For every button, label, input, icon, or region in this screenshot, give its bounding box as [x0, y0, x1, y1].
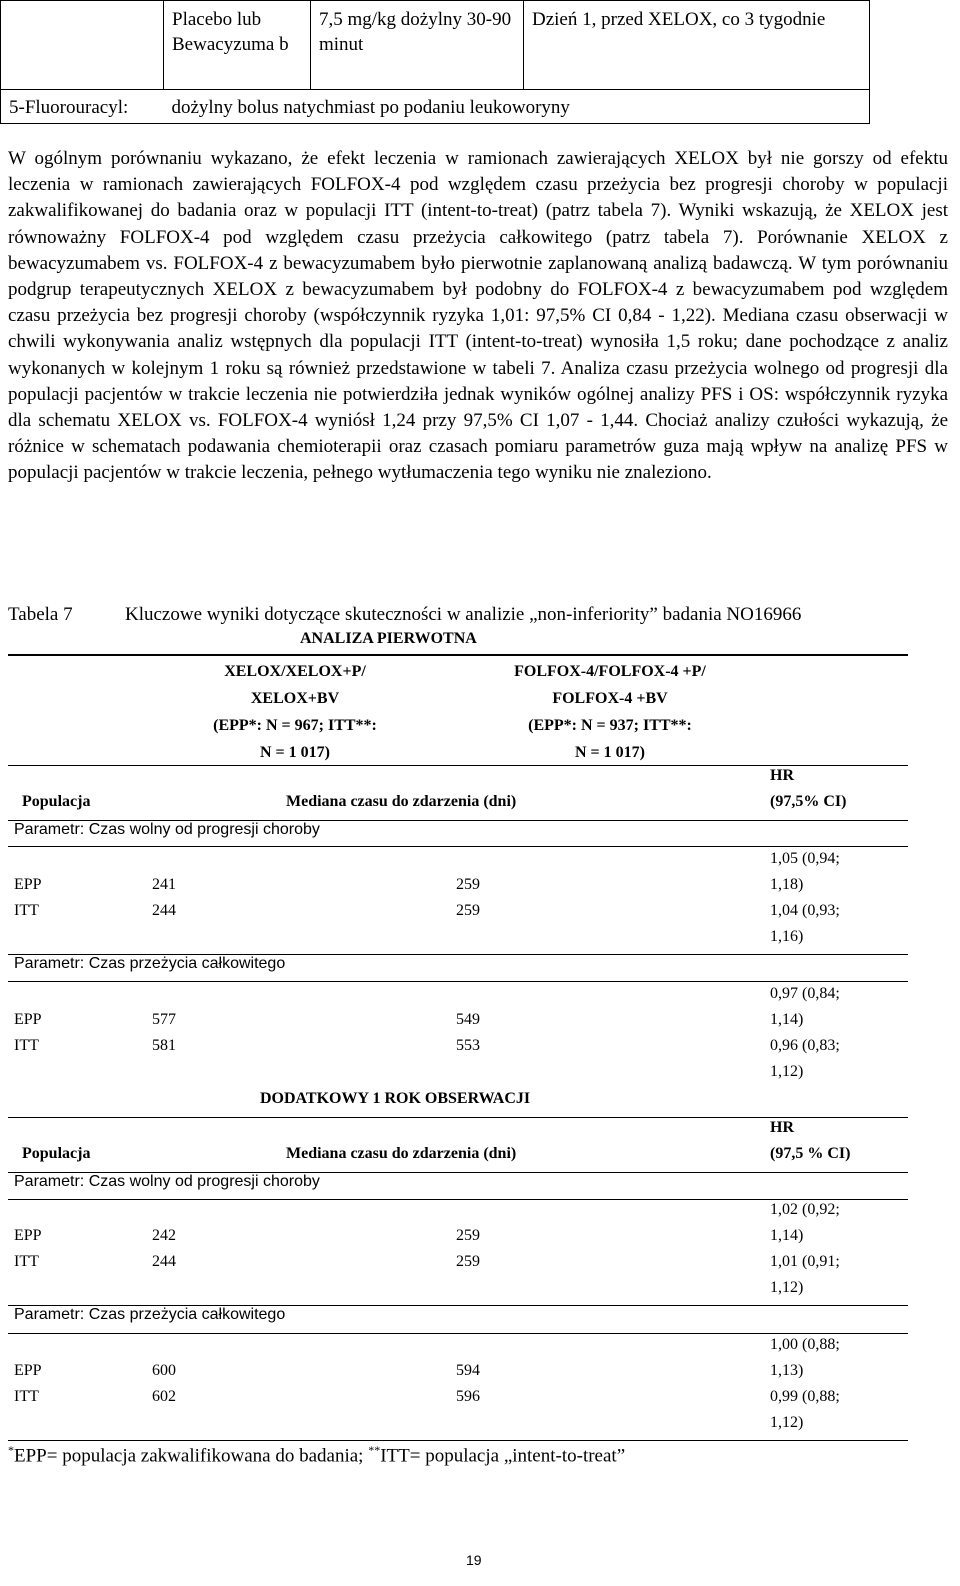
hr-value: 1,14) [770, 1011, 804, 1028]
hr-header-line1: HR [770, 767, 794, 784]
footnote-marker: ** [368, 1443, 381, 1457]
hr-value: 0,96 (0,83; [770, 1037, 840, 1054]
hr-value: 1,13) [770, 1362, 804, 1379]
population-header: Populacja [22, 1145, 91, 1162]
arm-folfox-header [460, 658, 760, 766]
param-os-label: Parametr: Czas przeżycia całkowitego [14, 1306, 286, 1323]
row-xelox-value: 242 [152, 1227, 176, 1244]
hr-value: 1,01 (0,91; [770, 1253, 840, 1270]
divider [8, 1199, 908, 1200]
divider [8, 1440, 908, 1441]
fluorouracil-row [1, 90, 870, 124]
hr-value: 1,14) [770, 1227, 804, 1244]
hr-value: 1,12) [770, 1414, 804, 1431]
hr-value: 0,97 (0,84; [770, 985, 840, 1002]
arm-folfox-line: FOLFOX-4/FOLFOX-4 +P/ [514, 663, 706, 680]
divider [8, 1333, 908, 1334]
divider [8, 654, 908, 656]
population-header: Populacja [22, 793, 91, 810]
param-pfs-label: Parametr: Czas wolny od progresji choroby [14, 821, 320, 838]
regimen-cell-schedule: Dzień 1, przed XELOX, co 3 tygodnie [524, 1, 870, 90]
row-xelox-value: 244 [152, 902, 176, 919]
arm-xelox-line: (EPP*: N = 967; ITT**: [213, 717, 377, 734]
row-xelox-value: 244 [152, 1253, 176, 1270]
arm-xelox-line: N = 1 017) [260, 744, 330, 761]
divider [8, 1117, 908, 1118]
divider [8, 981, 908, 982]
row-population: ITT [14, 1388, 39, 1405]
table-label: Tabela 7 [8, 604, 73, 625]
row-population: ITT [14, 902, 39, 919]
divider [8, 765, 908, 766]
arm-folfox-line: N = 1 017) [575, 744, 645, 761]
table-footnote [8, 1443, 625, 1467]
regimen-row [1, 1, 870, 90]
arm-folfox-line: FOLFOX-4 +BV [552, 690, 668, 707]
regimen-cell-drug: Placebo lub Bewacyzuma b [164, 1, 311, 90]
row-population: EPP [14, 876, 42, 893]
hr-value: 0,99 (0,88; [770, 1388, 840, 1405]
row-folfox-value: 259 [456, 876, 480, 893]
row-folfox-value: 549 [456, 1011, 480, 1028]
additional-analysis-header: DODATKOWY 1 ROK OBSERWACJI [260, 1090, 531, 1107]
footnote-text: ITT= populacja „intent-to-treat” [380, 1445, 626, 1467]
row-population: EPP [14, 1227, 42, 1244]
param-pfs-label: Parametr: Czas wolny od progresji choroby [14, 1173, 320, 1190]
table-title: Kluczowe wyniki dotyczące skuteczności w analizie „non-inferiority” badania NO16966 [125, 604, 802, 625]
regimen-cell-dose: 7,5 mg/kg dożylny 30-90 minut [311, 1, 524, 90]
primary-analysis-header: ANALIZA PIERWOTNA [300, 630, 477, 647]
fluorouracil-label: 5-Fluorouracyl: [1, 90, 164, 124]
arm-xelox-line: XELOX/XELOX+P/ [224, 663, 366, 680]
median-header: Mediana czasu do zdarzenia (dni) [286, 793, 517, 810]
page-number: 19 [466, 1552, 482, 1568]
hr-value: 1,05 (0,94; [770, 850, 840, 867]
param-os-label: Parametr: Czas przeżycia całkowitego [14, 955, 286, 972]
row-population: EPP [14, 1362, 42, 1379]
results-paragraph: W ogólnym porównaniu wykazano, że efekt leczenia w ramionach zawierających XELOX był nie gorszy od efektu leczenia w ramionach zawierających FOLFOX-4 pod względem czasu przeżycia bez progresji choroby w populacji zakwalifikowanej do badania oraz w populacji ITT (intent-to-treat) (patrz tabela 7). Wyniki wskazują, że XELOX jest równoważny FOLFOX-4 pod względem czasu przeżycia całkowitego (patrz tabela 7). Porównanie XELOX z bewacyzumabem vs. FOLFOX-4 z bewacyzumabem było pierwotnie zaplanowaną analizą badawczą. W tym porównaniu podgrup terapeutycznych XELOX z bewacyzumabem był podobny do FOLFOX-4 z bewacyzumabem pod względem czasu przeżycia bez progresji choroby (współczynnik ryzyka 1,01: 97,5% CI 0,84 - 1,22). Mediana czasu obserwacji w chwili wykonywania analiz wstępnych dla populacji ITT (intent-to-treat) wynosiła 1,5 roku; dane pochodzące z analiz wykonanych w kolejnym 1 roku są również przedstawione w tabeli 7. Analiza czasu przeżycia wolnego od progresji dla populacji pacjentów w trakcie leczenia nie potwierdziła jednak wyników ogólnej analizy PFS i OS: współczynnik ryzyka dla schematu XELOX vs. FOLFOX-4 wyniósł 1,24 przy 97,5% CI 1,07 - 1,44. Chociaż analizy czułości wykazują, że różnice w schematach podawania chemioterapii oraz czasach pomiaru parametrów guza mają wpływ na analizę PFS w populacji pacjentów w trakcie leczenia, pełnego wytłumaczenia tego wyniku nie znaleziono. [8, 148, 948, 484]
divider [8, 846, 908, 847]
regimen-cell-empty [1, 1, 164, 90]
median-header: Mediana czasu do zdarzenia (dni) [286, 1145, 517, 1162]
row-xelox-value: 581 [152, 1037, 176, 1054]
arm-folfox-line: (EPP*: N = 937; ITT**: [528, 717, 692, 734]
hr-value: 1,02 (0,92; [770, 1201, 840, 1218]
row-xelox-value: 600 [152, 1362, 176, 1379]
hr-value: 1,12) [770, 1279, 804, 1296]
footnote-text: EPP= populacja zakwalifikowana do badania; [14, 1445, 369, 1467]
fluorouracil-value: dożylny bolus natychmiast po podaniu leukoworyny [164, 90, 870, 124]
row-xelox-value: 602 [152, 1388, 176, 1405]
hr-value: 1,16) [770, 928, 804, 945]
row-folfox-value: 259 [456, 1227, 480, 1244]
row-population: ITT [14, 1253, 39, 1270]
row-folfox-value: 259 [456, 902, 480, 919]
regimen-table [0, 0, 870, 124]
arm-xelox-header [150, 658, 440, 766]
hr-value: 1,12) [770, 1063, 804, 1080]
row-xelox-value: 241 [152, 876, 176, 893]
hr-header-line1: HR [770, 1119, 794, 1136]
row-folfox-value: 596 [456, 1388, 480, 1405]
hr-header-line2: (97,5 % CI) [770, 1145, 851, 1162]
hr-value: 1,00 (0,88; [770, 1336, 840, 1353]
footnote-marker: * [8, 1443, 14, 1457]
hr-value: 1,18) [770, 876, 804, 893]
arm-xelox-line: XELOX+BV [250, 690, 340, 707]
row-folfox-value: 259 [456, 1253, 480, 1270]
hr-value: 1,04 (0,93; [770, 902, 840, 919]
row-folfox-value: 553 [456, 1037, 480, 1054]
row-population: ITT [14, 1037, 39, 1054]
row-folfox-value: 594 [456, 1362, 480, 1379]
row-population: EPP [14, 1011, 42, 1028]
hr-header-line2: (97,5% CI) [770, 793, 847, 810]
row-xelox-value: 577 [152, 1011, 176, 1028]
